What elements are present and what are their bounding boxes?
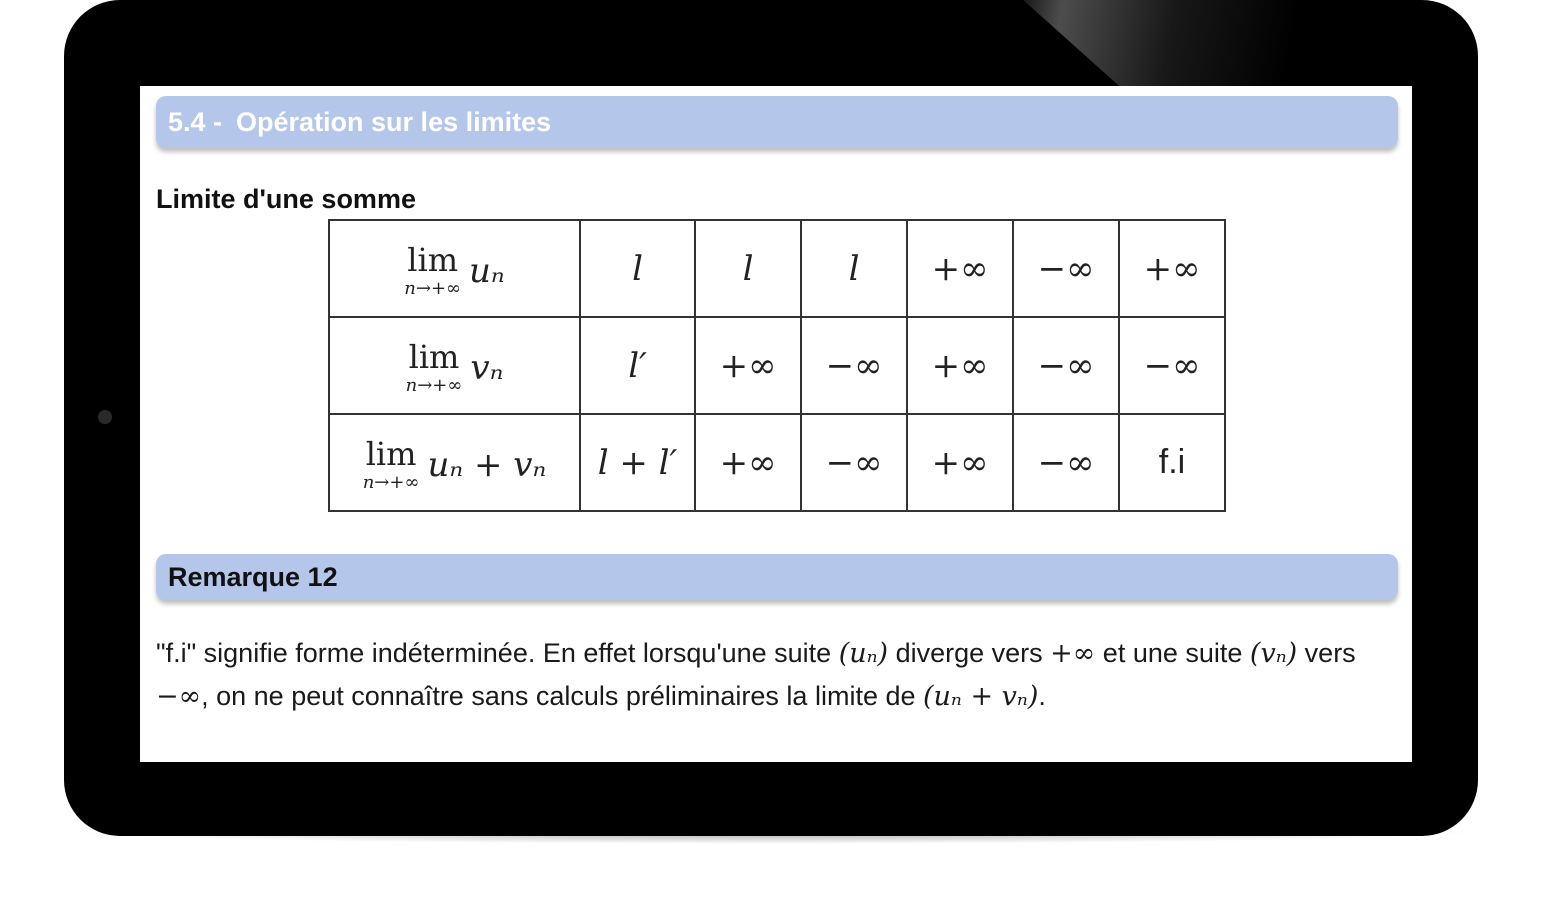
screen-glare [1004,0,1478,86]
row-head: lim n→+∞ uₙ [329,220,580,317]
row-head: lim n→+∞ vₙ [329,317,580,414]
section-number: 5.4 - [168,106,223,137]
camera-dot [98,410,112,424]
table-cell: +∞ [907,220,1013,317]
table-cell: −∞ [1119,317,1225,414]
remark-title: Remarque 12 [168,561,338,592]
section-header [156,96,1398,148]
remark-text: "f.i" signifie forme indéterminée. En effet lorsqu'une suite (uₙ) diverge vers +∞ et une suite (vₙ) vers −∞, on ne peut connaître sans calculs préliminaires la limite de (uₙ + vₙ). [156,638,1356,712]
document-screen[interactable] [140,86,1412,762]
table-cell: l [695,220,801,317]
table-cell: +∞ [695,317,801,414]
table-cell: −∞ [801,317,907,414]
table-cell: +∞ [695,414,801,511]
table-cell: +∞ [907,317,1013,414]
table-cell: −∞ [801,414,907,511]
table-row [329,317,1225,414]
remark-header [156,554,1398,600]
table-cell: l [801,220,907,317]
table-cell: +∞ [1119,220,1225,317]
table-row [329,220,1225,317]
table-cell: f.i [1119,414,1225,511]
table-cell: −∞ [1013,220,1119,317]
table-cell: −∞ [1013,317,1119,414]
section-title: Opération sur les limites [236,106,552,137]
limits-table [328,219,1226,512]
table-cell: −∞ [1013,414,1119,511]
table-cell: +∞ [907,414,1013,511]
table-cell: l + l′ [580,414,695,511]
table-row [329,414,1225,511]
row-head: lim n→+∞ uₙ + vₙ [329,414,580,511]
tablet-frame [64,0,1478,836]
subtitle: Limite d'une somme [156,184,416,214]
table-cell: l′ [580,317,695,414]
table-cell: l [580,220,695,317]
